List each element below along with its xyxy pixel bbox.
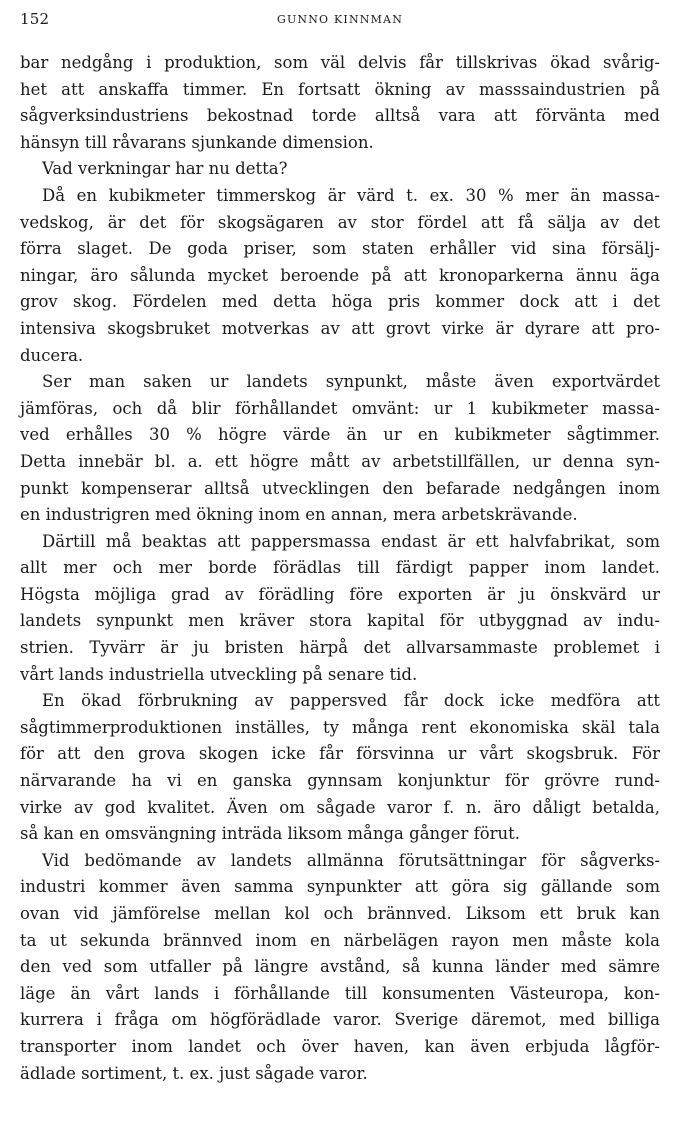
text-line: läge än vårt lands i förhållande till konsumenten Västeuropa, kon- xyxy=(20,983,660,1003)
book-page xyxy=(20,10,660,1087)
page-header xyxy=(20,10,660,36)
text-line: strien. Tyvärr är ju bristen härpå det allvarsammaste problemet i xyxy=(20,638,660,658)
text-line: transporter inom landet och över haven, kan även erbjuda lågför- xyxy=(20,1036,660,1056)
text-line: allt mer och mer borde förädlas till färdigt papper inom landet. xyxy=(20,558,660,578)
text-line: sågtimmerproduktionen inställes, ty många rent ekonomiska skäl tala xyxy=(20,717,660,737)
text-line: ducera. xyxy=(20,345,84,365)
text-line: ta ut sekunda brännved inom en närbelägen rayon men måste kola xyxy=(20,930,660,950)
text-line: vedskog, är det för skogsägaren av stor fördel att få sälja av det xyxy=(20,212,660,232)
text-line: ovan vid jämförelse mellan kol och brännved. Liksom ett bruk kan xyxy=(20,904,660,923)
text-line: intensiva skogsbruket motverkas av att grovt virke är dyrare att pro- xyxy=(20,318,660,338)
text-line: för att den grova skogen icke får försvinna ur vårt skogsbruk. För xyxy=(20,744,660,764)
text-line: landets synpunkt men kräver stora kapital för utbyggnad av indu- xyxy=(20,611,660,631)
text-line: Då en kubikmeter timmerskog är värd t. ex. 30 % mer än massa- xyxy=(42,185,660,205)
text-line: punkt kompenserar alltså utvecklingen den befarade nedgången inom xyxy=(20,478,660,498)
text-line: grov skog. Fördelen med detta höga pris kommer dock att i det xyxy=(20,292,660,312)
text-line: hänsyn till råvarans sjunkande dimension. xyxy=(20,132,374,152)
running-head: GUNNO KINNMAN xyxy=(276,13,404,26)
text-line: förra slaget. De goda priser, som staten erhåller vid sina försälj- xyxy=(20,239,660,259)
text-line: En ökad förbrukning av pappersved får dock icke medföra att xyxy=(42,691,660,711)
text-line: Vad verkningar har nu detta? xyxy=(42,159,288,179)
text-line: närvarande ha vi en ganska gynnsam konjunktur för grövre rund- xyxy=(20,771,660,791)
text-line: bar nedgång i produktion, som väl delvis får tillskrivas ökad svårig- xyxy=(20,53,660,72)
text-line: Därtill må beaktas att pappersmassa endast är ett halvfabrikat, som xyxy=(42,531,660,551)
text-line: virke av god kvalitet. Även om sågade varor f. n. äro dåligt betalda, xyxy=(20,797,660,817)
page-number: 152 xyxy=(20,10,50,28)
text-line: ved erhålles 30 % högre värde än ur en kubikmeter sågtimmer. xyxy=(20,425,660,445)
text-line: vårt lands industriella utveckling på senare tid. xyxy=(20,664,418,684)
text-line: Högsta möjliga grad av förädling före exporten är ju önskvärd ur xyxy=(20,584,660,604)
text-line: en industrigren med ökning inom en annan, mera arbetskrävande. xyxy=(20,505,578,525)
text-line: Detta innebär bl. a. ett högre mått av arbetstillfällen, ur denna syn- xyxy=(20,451,660,471)
text-line: industri kommer även samma synpunkter att göra sig gällande som xyxy=(20,877,660,897)
body-text xyxy=(20,50,660,1087)
text-line: ädlade sortiment, t. ex. just sågade varor. xyxy=(20,1063,368,1083)
text-line: sågverksindustriens bekostnad torde alltså vara att förvänta med xyxy=(20,106,660,126)
text-line: jämföras, och då blir förhållandet omvänt: ur 1 kubikmeter massa- xyxy=(20,398,660,418)
text-line: Vid bedömande av landets allmänna förutsättningar för sågverks- xyxy=(42,850,660,870)
text-line: het att anskaffa timmer. En fortsatt ökning av masssaindustrien på xyxy=(20,79,660,99)
text-line: Ser man saken ur landets synpunkt, måste även exportvärdet xyxy=(42,372,660,392)
text-line: så kan en omsvängning inträda liksom många gånger förut. xyxy=(20,824,521,844)
text-line: den ved som utfaller på längre avstånd, så kunna länder med sämre xyxy=(20,957,660,977)
text-line: kurrera i fråga om högförädlade varor. Sverige däremot, med billiga xyxy=(20,1010,660,1030)
text-line: ningar, äro sålunda mycket beroende på att kronoparkerna ännu äga xyxy=(20,265,660,285)
